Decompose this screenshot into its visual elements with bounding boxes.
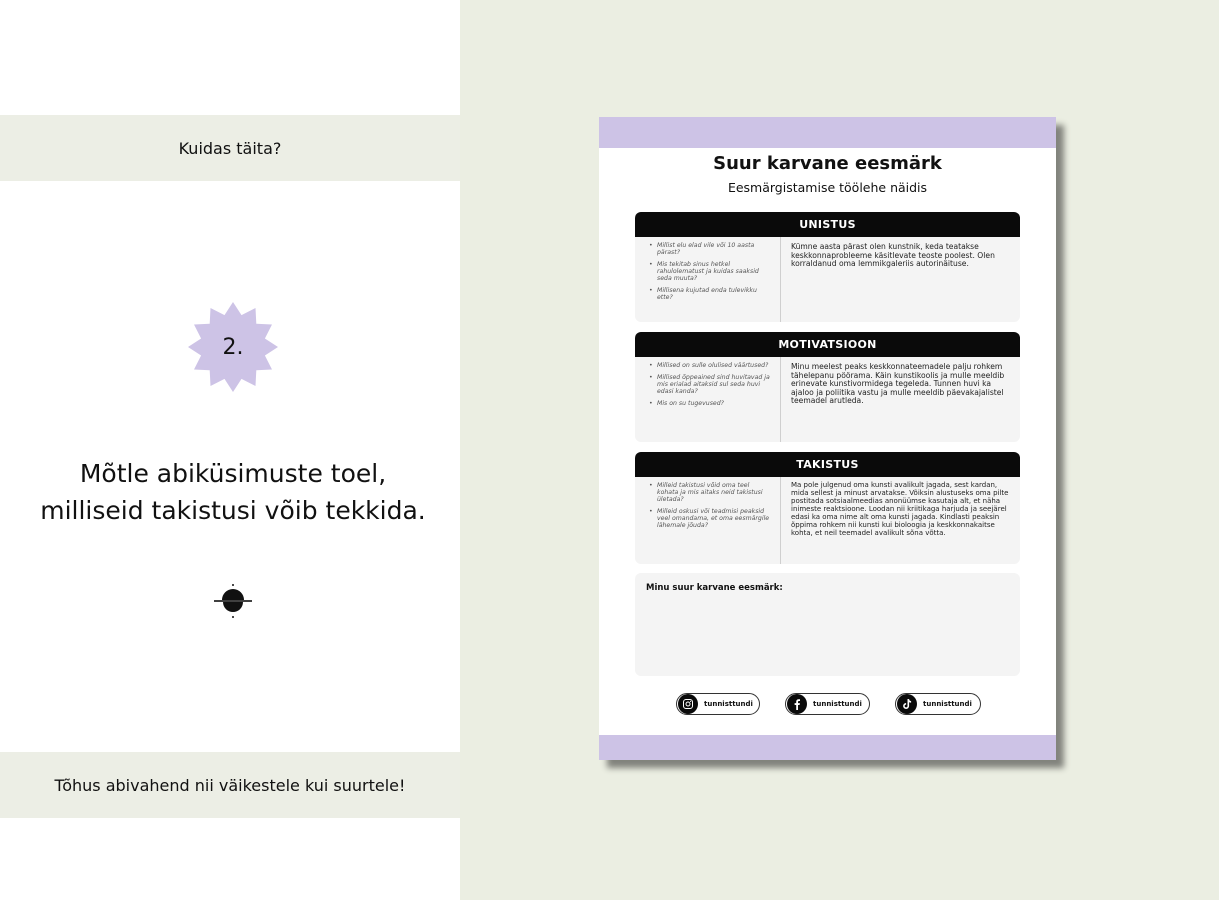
tagline-label: Tõhus abivahend nii väikestele kui suurtele! — [54, 775, 406, 795]
guide-question: • Millised on sulle olulised väärtused? — [657, 362, 772, 369]
section-header: MOTIVATSIOON — [635, 332, 1020, 357]
goal-label: Minu suur karvane eesmärk: — [646, 583, 783, 593]
guide-question: • Millist elu elad vile või 10 aasta pärast? — [657, 242, 772, 256]
step-number: 2. — [222, 334, 244, 360]
prompt-line-1: Mõtle abiküsimuste toel, — [79, 459, 387, 488]
worksheet-title: Suur karvane eesmärk — [713, 153, 942, 174]
question-column — [635, 357, 781, 442]
answer-text: Minu meelest peaks keskkonnateemadele palju rohkem tähelepanu pöörama. Käin kunstikoolis ja mulle meeldib erinevate kunstivormidega tegeleda. Tunnen huvi ka ajaloo ja poliitika vastu ja mulle meeldib päevakajalistel teemadel arutleda. — [791, 362, 1005, 406]
tiktok-icon — [897, 694, 917, 714]
question-column — [635, 237, 781, 322]
section-header: TAKISTUS — [635, 452, 1020, 477]
how-to-fill-band — [0, 115, 460, 181]
section-motivatsioon — [635, 332, 1020, 442]
answer-text: Kümne aasta pärast olen kunstnik, keda teatakse keskkonnaprobleeme käsitlevate teoste poolest. Olen korraldanud oma lemmikgaleriis autorinäituse. — [791, 242, 995, 269]
answer-text: Ma pole julgenud oma kunsti avalikult jagada, sest kardan, mida sellest ja minust arvatakse. Võiksin alustuseks oma pilte postitada sotsiaalmeedias anonüümse kasutaja alt, et näha inimeste reaktsioone. Loodan nii kriitikaga harjuda ja seejärel edasi ka oma nime alt oma kunsti jagada. Kindlasti peaksin õppima rohkem nii kunsti kui bioloogia ja keskkonnakaitse kohta, et neil teemadel avalikult sõna võtta. — [791, 481, 1009, 537]
left-panel — [0, 0, 460, 900]
guide-question: • Millisena kujutad enda tulevikku ette? — [657, 287, 772, 301]
how-to-fill-label: Kuidas täita? — [178, 138, 282, 158]
facebook-icon — [787, 694, 807, 714]
tagline-band — [0, 752, 460, 818]
instagram-icon — [678, 694, 698, 714]
section-header: UNISTUS — [635, 212, 1020, 237]
section-takistus — [635, 452, 1020, 564]
guide-question: • Mis tekitab sinus hetkel rahulolematust ja kuidas saaksid seda muuta? — [657, 261, 772, 282]
section-unistus — [635, 212, 1020, 322]
saturn-divider-icon — [213, 583, 253, 619]
social-facebook[interactable] — [785, 693, 870, 715]
worksheet-top-bar — [599, 117, 1056, 148]
prompt-line-2: milliseid takistusi võib tekkida. — [40, 496, 426, 525]
social-tiktok[interactable] — [895, 693, 981, 715]
social-handle: tunnisttundi — [704, 700, 753, 708]
worksheet-preview — [599, 117, 1056, 760]
social-handle: tunnisttundi — [923, 700, 972, 708]
guide-question: • Milleid takistusi võid oma teel kohata ja mis aitaks neid takistusi ületada? — [657, 482, 772, 503]
guide-question: • Mis on su tugevused? — [657, 400, 772, 407]
social-handle: tunnisttundi — [813, 700, 862, 708]
guide-question: • Millised õppeained sind huvitavad ja mis erialad aitaksid sul seda huvi edasi kanda? — [657, 374, 772, 395]
step-badge — [187, 301, 279, 393]
worksheet-bottom-bar — [599, 735, 1056, 760]
social-instagram[interactable] — [676, 693, 760, 715]
question-column — [635, 477, 781, 564]
prompt-text — [0, 455, 466, 529]
goal-box — [635, 573, 1020, 676]
worksheet-subtitle: Eesmärgistamise töölehe näidis — [727, 180, 928, 195]
guide-question: • Milleid oskusi või teadmisi peaksid veel omandama, et oma eesmärgile lähemale jõuda? — [657, 508, 772, 529]
